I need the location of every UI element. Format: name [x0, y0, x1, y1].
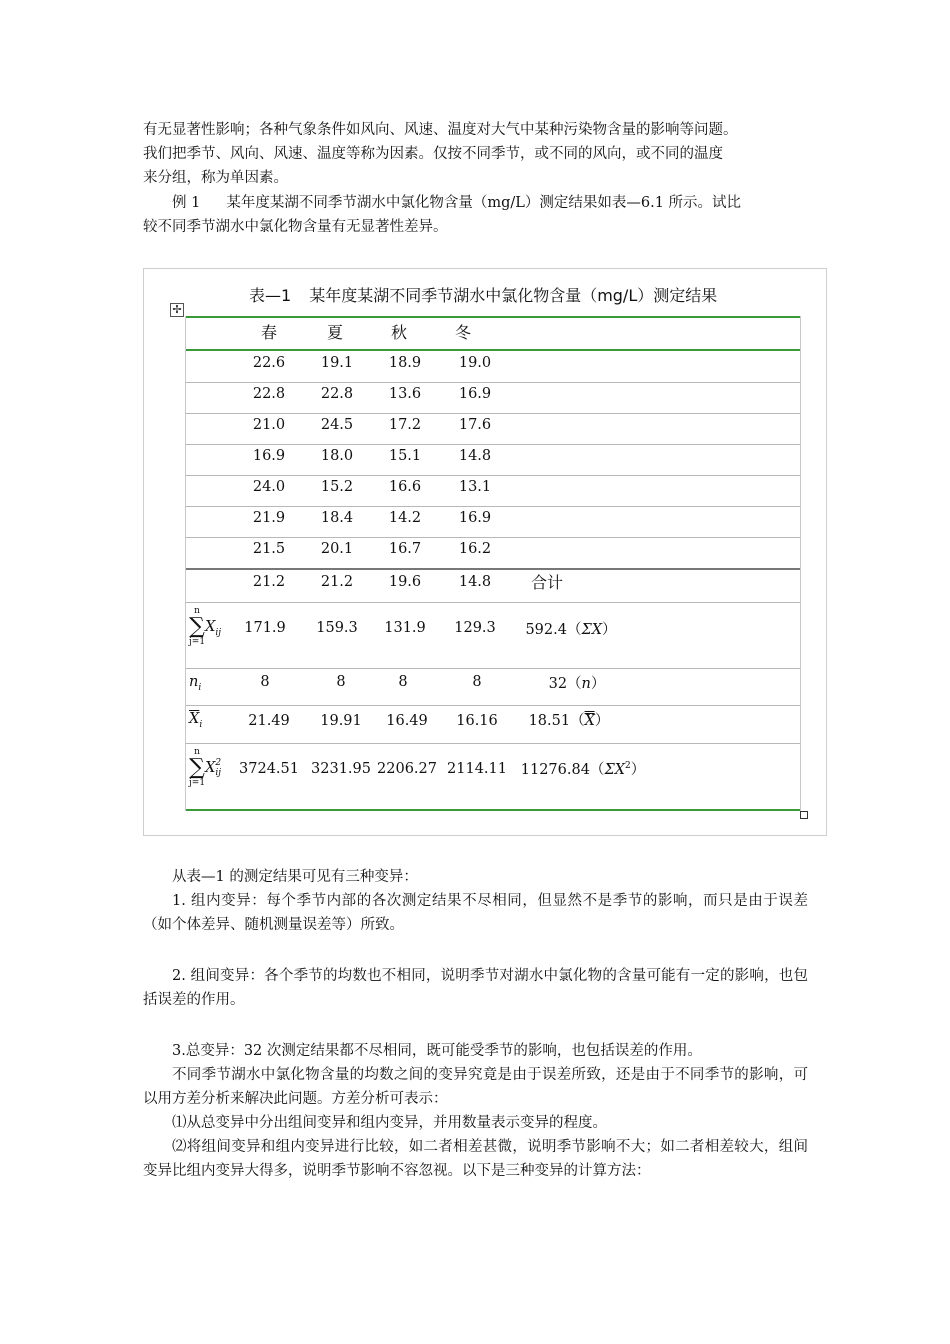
- paragraph-between-group: 2. 组间变异：各个季节的均数也不相同，说明季节对湖水中氯化物的含量可能有一定的影响，也包括误差的作用。: [143, 968, 808, 1008]
- table-move-handle-icon[interactable]: ✢: [170, 303, 184, 317]
- intro-line-1: 有无显著性影响；各种气象条件如风向、风速、温度对大气中某种污染物含量的影响等问题。: [143, 122, 738, 138]
- cell: 15.1: [388, 448, 422, 464]
- cell: 19.0: [458, 355, 492, 371]
- row-rule: [185, 382, 801, 383]
- count-row-label: $n_i$: [189, 674, 202, 693]
- cell: 16.9: [458, 510, 492, 526]
- cell: 22.8: [252, 386, 286, 402]
- row-rule: [185, 668, 801, 669]
- cell: 19.1: [320, 355, 354, 371]
- cell: 16.2: [458, 541, 492, 557]
- paragraph-anova-intro: 不同季节湖水中氯化物含量的均数之间的变异究竟是由于误差所致，还是由于不同季节的影响，可以用方差分析来解决此问题。方差分析可表示：: [143, 1067, 808, 1107]
- row-rule: [185, 475, 801, 476]
- cell: 8: [472, 674, 482, 690]
- cell: 13.6: [388, 386, 422, 402]
- header-summer: 夏: [326, 323, 344, 342]
- cell: 171.9: [244, 620, 286, 636]
- cell: 17.2: [388, 417, 422, 433]
- cell: 21.49: [248, 713, 290, 729]
- cell: 2206.27: [377, 761, 437, 777]
- header-winter: 冬: [454, 323, 472, 342]
- example-label: 例 1: [172, 195, 201, 211]
- table-title-label: 表—1: [249, 286, 292, 305]
- paragraph-variation-intro: 从表—1 的测定结果可见有三种变异：: [172, 869, 418, 885]
- mean-row-label: $\overline{X}_i$: [189, 711, 203, 730]
- mean-total: 18.51（X）: [528, 713, 610, 729]
- table-bottom-rule: [185, 809, 801, 811]
- row-rule: [185, 705, 801, 706]
- table-figure: [143, 268, 827, 836]
- count-total: 32（n）: [548, 676, 606, 692]
- cell: 21.5: [252, 541, 286, 557]
- cell: 19.91: [320, 713, 362, 729]
- table-right-border: [800, 316, 801, 811]
- intro-line-3: 来分组，称为单因素。: [143, 170, 288, 186]
- row-rule: [185, 444, 801, 445]
- cell: 131.9: [384, 620, 426, 636]
- sum-row-label: n ∑ $j=1X_{ij}$: [189, 606, 222, 647]
- cell: 22.6: [252, 355, 286, 371]
- total-header: 合计: [530, 573, 564, 592]
- example-line-1: [143, 191, 808, 215]
- table-left-border: [185, 316, 186, 811]
- row-rule: [185, 537, 801, 538]
- cell: 3231.95: [311, 761, 371, 777]
- row-rule: [185, 602, 801, 603]
- paragraph-step-1: ⑴从总变异中分出组间变异和组内变异，并用数量表示变异的程度。: [172, 1115, 607, 1131]
- squares-row-label: n ∑ j=1X 2 ij: [189, 747, 222, 788]
- table-top-rule: [185, 316, 801, 318]
- cell: 21.0: [252, 417, 286, 433]
- sigma-symbol: n ∑ j=1: [189, 747, 206, 788]
- cell: 24.5: [320, 417, 354, 433]
- row-rule: [185, 743, 801, 744]
- cell: 20.1: [320, 541, 354, 557]
- cell: 14.8: [458, 574, 492, 590]
- cell: 17.6: [458, 417, 492, 433]
- cell: 13.1: [458, 479, 492, 495]
- cell: 22.8: [320, 386, 354, 402]
- cell: 16.16: [456, 713, 498, 729]
- cell: 8: [336, 674, 346, 690]
- header-bottom-rule: [185, 349, 801, 351]
- cell: 16.7: [388, 541, 422, 557]
- cell: 24.0: [252, 479, 286, 495]
- cell: 18.0: [320, 448, 354, 464]
- cell: 21.9: [252, 510, 286, 526]
- cell: 19.6: [388, 574, 422, 590]
- cell: 16.6: [388, 479, 422, 495]
- example-text-1: 某年度某湖不同季节湖水中氯化物含量（mg/L）测定结果如表—6.1 所示。试比: [226, 195, 742, 211]
- cell: 16.9: [458, 386, 492, 402]
- cell: 3724.51: [239, 761, 299, 777]
- intro-line-2: 我们把季节、风向、风速、温度等称为因素。仅按不同季节，或不同的风向，或不同的温度: [143, 146, 723, 162]
- table-title-text: 某年度某湖不同季节湖水中氯化物含量（mg/L）测定结果: [309, 286, 718, 305]
- cell: 159.3: [316, 620, 358, 636]
- cell: 2114.11: [447, 761, 507, 777]
- table-title: [249, 283, 717, 306]
- sigma-symbol: n ∑ j=1: [189, 606, 206, 647]
- cell: 16.9: [252, 448, 286, 464]
- paragraph-step-2: ⑵将组间变异和组内变异进行比较，如二者相差甚微，说明季节影响不大；如二者相差较大，组间变异比组内变异大得多，说明季节影响不容忽视。以下是三种变异的计算方法：: [143, 1139, 808, 1179]
- sum-total: 592.4（ΣX）: [525, 622, 617, 638]
- cell: 14.2: [388, 510, 422, 526]
- data-end-rule: [185, 568, 801, 570]
- row-rule: [185, 413, 801, 414]
- cell: 18.9: [388, 355, 422, 371]
- squares-total: $11276.84(\Sigma X^2)$: [520, 761, 646, 778]
- header-autumn: 秋: [390, 323, 408, 342]
- cell: 21.2: [252, 574, 286, 590]
- cell: 16.49: [386, 713, 428, 729]
- cell: 21.2: [320, 574, 354, 590]
- cell: 14.8: [458, 448, 492, 464]
- paragraph-total-variation: 3.总变异：32 次测定结果都不尽相同，既可能受季节的影响，也包括误差的作用。: [172, 1043, 702, 1059]
- header-spring: 春: [260, 323, 278, 342]
- table-resize-handle[interactable]: [800, 811, 808, 819]
- paragraph-within-group: 1. 组内变异：每个季节内部的各次测定结果不尽相同，但显然不是季节的影响，而只是由于误差（如个体差异、随机测量误差等）所致。: [143, 893, 808, 933]
- cell: 15.2: [320, 479, 354, 495]
- cell: 129.3: [454, 620, 496, 636]
- cell: 18.4: [320, 510, 354, 526]
- example-line-2: 较不同季节湖水中氯化物含量有无显著性差异。: [143, 219, 448, 235]
- cell: 8: [260, 674, 270, 690]
- cell: 8: [398, 674, 408, 690]
- row-rule: [185, 506, 801, 507]
